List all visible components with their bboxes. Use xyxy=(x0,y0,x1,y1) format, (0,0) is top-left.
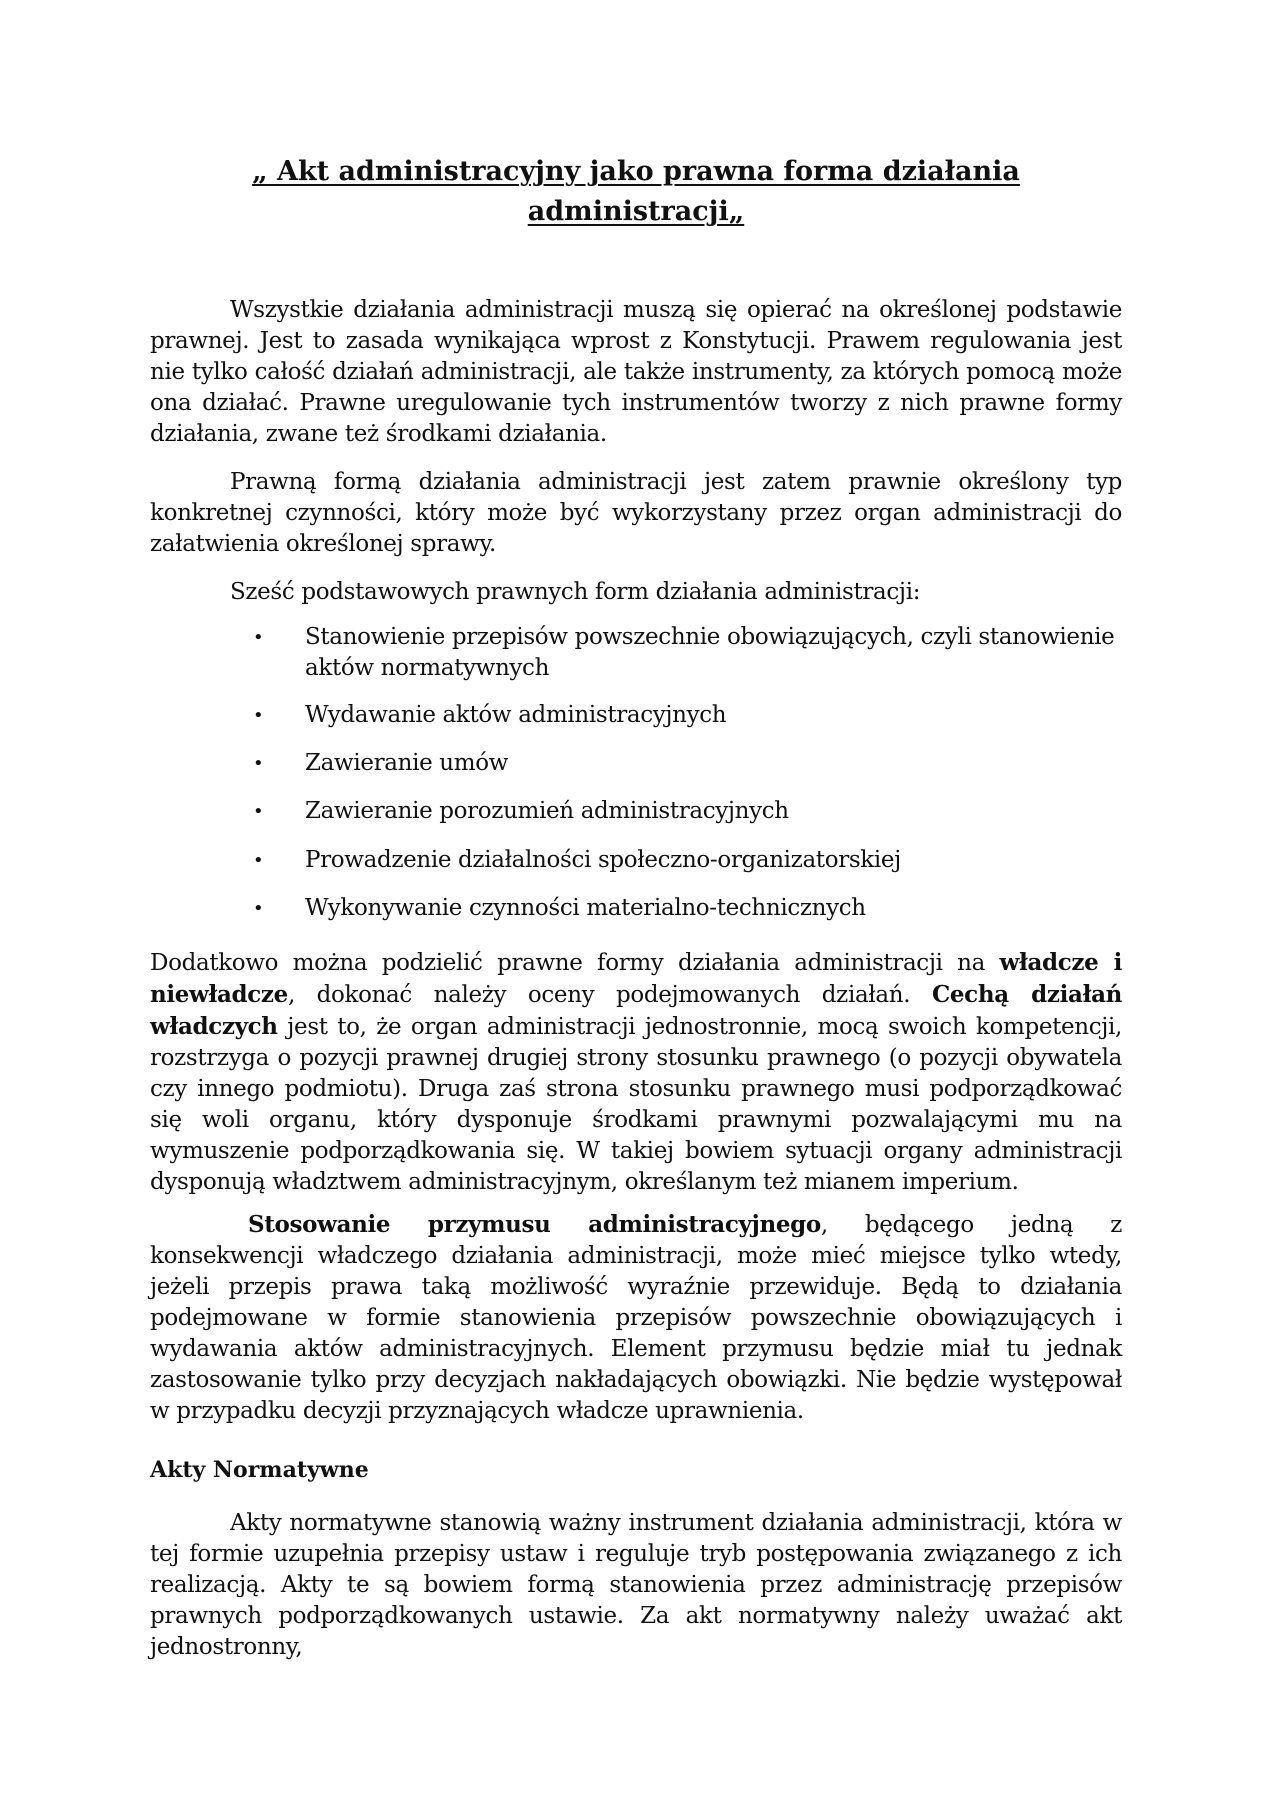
bullet-icon: • xyxy=(253,850,264,871)
bold-phrase: Cechą działań władczych xyxy=(150,981,1122,1040)
title-line-1: „ Akt administracyjny jako prawna forma działania xyxy=(252,156,1020,187)
paragraph-intro: Wszystkie działania administracji muszą się opierać na określonej podstawie prawnej. Jest to zasada wynikająca wprost z Konstytucji. Prawem regulowania jest nie tylko całość działań administracji, ale także instrumenty, za których pomocą może ona działać. Prawne uregulowanie tych instrumentów tworzy z nich prawne formy działania, zwane też środkami działania. xyxy=(150,297,1122,447)
bullet-icon: • xyxy=(253,627,264,648)
paragraph-normative-acts: Akty normatywne stanowią ważny instrument działania administracji, która w tej formie uzupełnia przepisy ustaw i reguluje tryb postępowania związanego z ich realizacją. Akty te są bowiem formą stanowienia przez administrację przepisów prawnych podporządkowanych ustawie. Za akt normatywny należy uważać akt jednostronny, xyxy=(150,1510,1122,1660)
list-item: • Zawieranie umów xyxy=(150,748,1122,779)
list-item: • Wydawanie aktów administracyjnych xyxy=(150,700,1122,731)
section-heading: Akty Normatywne xyxy=(150,1457,369,1483)
paragraph-coercion: Stosowanie przymusu administracyjnego, będącego jedną z konsekwencji władczego działania administracji, może mieć miejsce tylko wtedy, jeżeli przepis prawa taką możliwość wyraźnie przewiduje. Będą to działania podejmowane w formie stanowienia przepisów powszechnie obowiązujących i wydawania aktów administracyjnych. Element przymusu będzie miał tu jednak zastosowanie tylko przy decyzjach nakładających obowiązki. Nie będzie występował w przypadku decyzji przyznających władcze uprawnienia. xyxy=(150,1211,1122,1424)
list-intro: Sześć podstawowych prawnych form działania administracji: xyxy=(230,579,921,605)
paragraph-authoritative: Dodatkowo można podzielić prawne formy działania administracji na władcze i niewładcze, dokonać należy oceny podejmowanych działań. Cechą działań władczych jest to, że organ administracji jednostronnie, mocą swoich kompetencji, rozstrzyga o pozycji prawnej drugiej strony stosunku prawnego (o pozycji obywatela czy innego podmiotu). Druga zaś strona stosunku prawnego musi podporządkować się woli organu, który dysponuje środkami prawnymi pozwalającymi mu na wymuszenie podporządkowania się. W takiej bowiem sytuacji organy administracji dysponują władztwem administracyjnym, określanym też mianem imperium. xyxy=(150,949,1122,1195)
bullet-icon: • xyxy=(253,705,264,726)
paragraph-definition: Prawną formą działania administracji jest zatem prawnie określony typ konkretnej czynności, który może być wykorzystany przez organ administracji do załatwienia określonej sprawy. xyxy=(150,469,1122,557)
bullet-icon: • xyxy=(253,801,264,822)
bold-phrase: Stosowanie przymusu administracyjnego xyxy=(248,1211,821,1238)
title-line-2: administracji„ xyxy=(527,196,745,227)
list-item: • Zawieranie porozumień administracyjnych xyxy=(150,796,1122,827)
bold-phrase: władcze i niewładcze xyxy=(150,949,1122,1008)
bullet-icon: • xyxy=(253,898,264,919)
list-item: • Stanowienie przepisów powszechnie obowiązujących, czyli stanowienie aktów normatywnych xyxy=(253,624,1115,681)
list-item: • Prowadzenie działalności społeczno-organizatorskiej xyxy=(150,845,1122,876)
bullet-icon: • xyxy=(253,753,264,774)
document-title xyxy=(150,152,1122,232)
list-item: • Wykonywanie czynności materialno-technicznych xyxy=(150,893,1122,924)
